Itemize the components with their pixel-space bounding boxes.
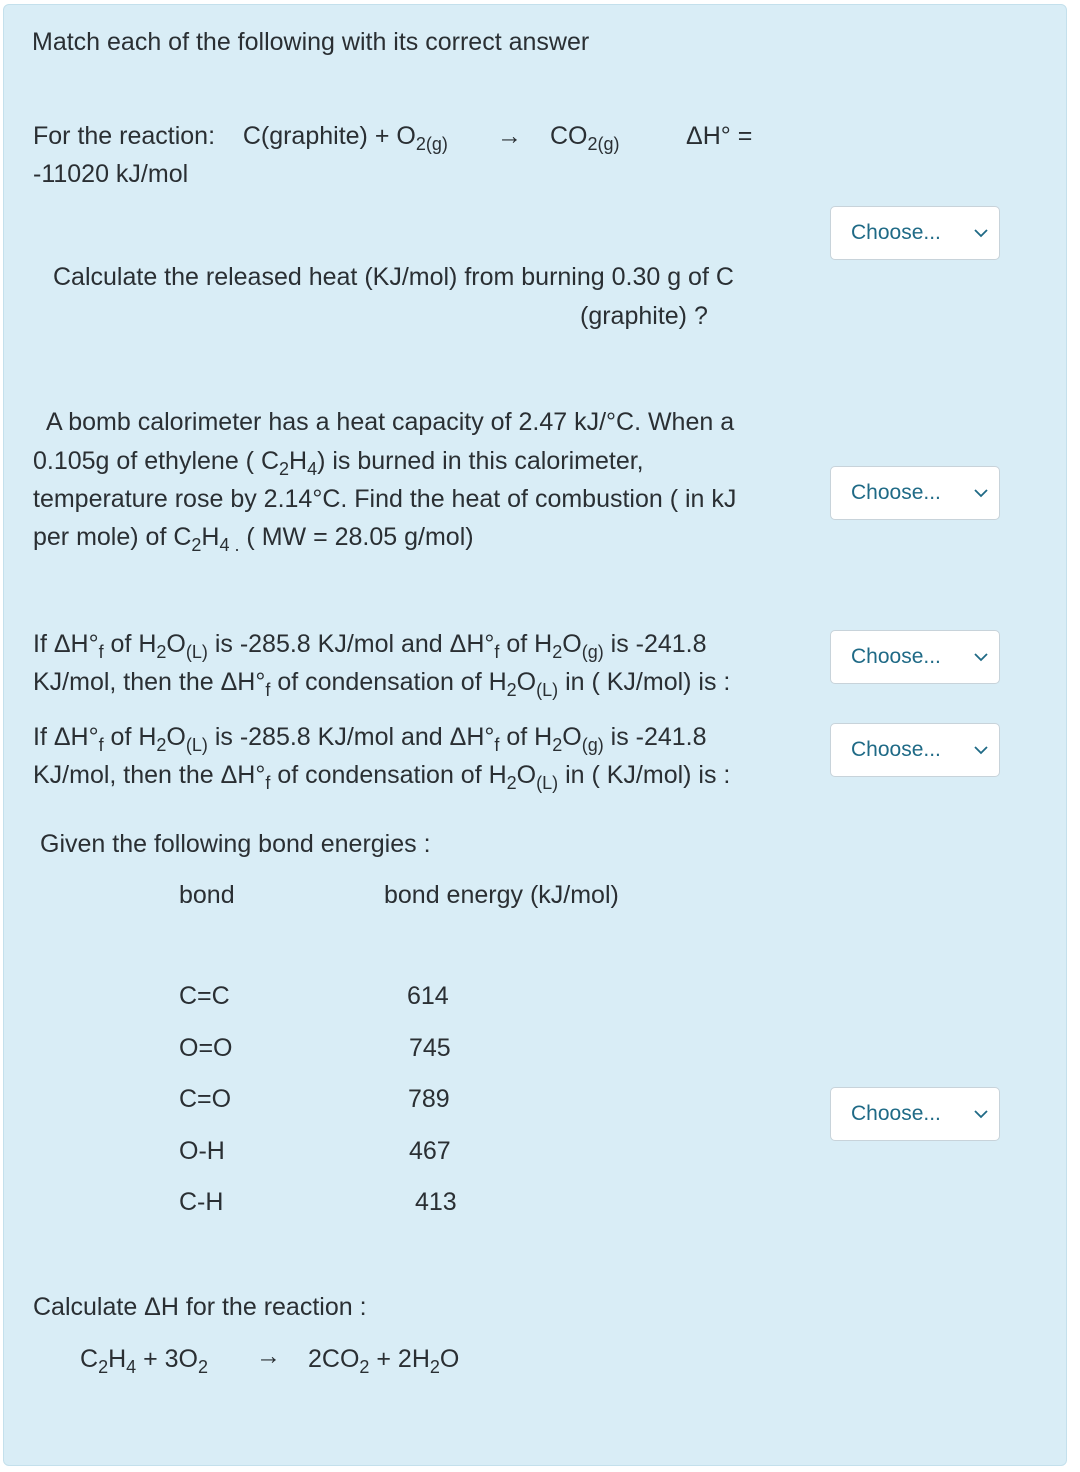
q3-answer-select[interactable] [830, 630, 1000, 684]
q2-line4-sub1: 2 [191, 535, 202, 555]
bond-cell: O-H [179, 1137, 225, 1165]
q5-p2: + 2H [369, 1345, 430, 1373]
q2-line4-b: H [201, 523, 220, 551]
q5-o: O [439, 1345, 460, 1373]
q3-two-sub: 2 [156, 642, 167, 662]
q3-d: is -285.8 KJ/mol and ΔH° [207, 630, 495, 658]
q2-line4-sub2: 4 . [219, 535, 240, 555]
q3-line1 [33, 627, 707, 661]
q3-l2d: in ( KJ/mol) is : [558, 668, 731, 696]
q4-two-sub: 2 [156, 735, 167, 755]
chevron-down-icon [973, 485, 989, 501]
q4-l2d: in ( KJ/mol) is : [558, 761, 731, 789]
q3-f-sub: f [98, 642, 104, 662]
q4-l2b: of condensation of H [270, 761, 507, 789]
q2-line2 [33, 444, 644, 478]
instruction-title: Match each of the following with its correct answer [32, 28, 590, 56]
chevron-down-icon [973, 742, 989, 758]
q5-r-c: C [80, 1345, 99, 1373]
q4-select-label: Choose... [851, 738, 941, 761]
q1-prefix: For the reaction: [33, 122, 216, 150]
q1-o2-subscript: 2(g) [415, 134, 448, 154]
q5-select-label: Choose... [851, 1102, 941, 1125]
q2-line4-c: ( MW = 28.05 g/mol) [239, 523, 474, 551]
q3-liq-sub: (L) [185, 642, 208, 662]
q5-r-plus: + 3O [136, 1345, 198, 1373]
q3-e: of H [499, 630, 553, 658]
bond-cell: O=O [179, 1034, 233, 1062]
q1-arrow: → [497, 122, 522, 150]
q4-b: of H [103, 723, 157, 751]
q4-answer-select[interactable] [830, 723, 1000, 777]
q3-l2c: O [516, 668, 537, 696]
q4-e: of H [499, 723, 553, 751]
q3-b: of H [103, 630, 157, 658]
q1-product [550, 119, 620, 153]
q4-d: is -285.8 KJ/mol and ΔH° [207, 723, 495, 751]
q4-c: O [166, 723, 186, 751]
bond-cell: C=O [179, 1085, 232, 1113]
q2-answer-select[interactable] [830, 466, 1000, 520]
q3-h: is -241.8 [603, 630, 707, 658]
q3-l2-liq-sub: (L) [536, 680, 559, 700]
q3-f-sub2: f [494, 642, 500, 662]
q2-line2-c: ) is burned in this calorimeter, [317, 447, 644, 475]
question-panel [3, 4, 1067, 1466]
q1-answer-select[interactable] [830, 206, 1000, 260]
q2-line1: A bomb calorimeter has a heat capacity of 2.47 kJ/°C. When a [46, 408, 735, 436]
q5-products [308, 1342, 459, 1376]
q2-line4-a: per mole) of C [33, 523, 192, 551]
q5-intro: Given the following bond energies : [40, 830, 431, 858]
q4-l2-two-sub: 2 [506, 773, 517, 793]
q3-select-label: Choose... [851, 645, 941, 668]
q4-line2 [33, 758, 730, 792]
q5-r-2: 2 [98, 1357, 109, 1377]
q3-g: O [562, 630, 582, 658]
q2-line2-a: 0.105g of ethylene ( C [33, 447, 279, 475]
q1-reactants: C(graphite) + O [242, 122, 416, 150]
q4-two-sub2: 2 [552, 735, 563, 755]
q4-l2-liq-sub: (L) [536, 773, 559, 793]
q4-g: O [562, 723, 582, 751]
q4-gas-sub: (g) [581, 735, 604, 755]
chevron-down-icon [973, 649, 989, 665]
q3-l2b: of condensation of H [270, 668, 507, 696]
q1-dh-label: ΔH° = [686, 122, 753, 150]
q1-product-formula: CO [550, 122, 588, 150]
energy-cell: 467 [409, 1137, 451, 1165]
q3-two-sub2: 2 [552, 642, 563, 662]
chevron-down-icon [973, 1106, 989, 1122]
q4-liq-sub: (L) [185, 735, 208, 755]
q4-f-sub2: f [494, 735, 500, 755]
energy-cell: 413 [415, 1188, 457, 1216]
q5-answer-select[interactable] [830, 1087, 1000, 1141]
q2-line2-b: H [289, 447, 308, 475]
q1-product-subscript: 2(g) [587, 134, 620, 154]
q2-select-label: Choose... [851, 481, 941, 504]
q3-l2-f-sub: f [265, 680, 271, 700]
q2-line2-sub1: 2 [279, 459, 290, 479]
q5-r-h: H [108, 1345, 127, 1373]
q4-f-sub: f [98, 735, 104, 755]
q4-line1 [33, 720, 707, 754]
q5-r-4: 4 [126, 1357, 137, 1377]
q3-gas-sub: (g) [581, 642, 604, 662]
q1-dh-value: -11020 kJ/mol [33, 160, 189, 188]
q5-calc: Calculate ΔH for the reaction : [33, 1293, 367, 1321]
q5-r-2b: 2 [198, 1357, 209, 1377]
energy-cell: 745 [409, 1034, 451, 1062]
q2-line4 [33, 520, 474, 554]
q5-arrow: → [256, 1342, 281, 1370]
q2-line3: temperature rose by 2.14°C. Find the heat of combustion ( in kJ [33, 485, 737, 513]
bond-cell: C-H [179, 1188, 224, 1216]
q5-reactants [80, 1342, 208, 1376]
energy-cell: 789 [408, 1085, 450, 1113]
q4-h: is -241.8 [603, 723, 707, 751]
q1-select-label: Choose... [851, 221, 941, 244]
q4-a: If ΔH° [33, 723, 99, 751]
q3-l2a: KJ/mol, then the ΔH° [33, 668, 266, 696]
q2-line2-sub2: 4 [307, 459, 318, 479]
q3-l2-two-sub: 2 [506, 680, 517, 700]
chevron-down-icon [973, 225, 989, 241]
energy-cell: 614 [407, 982, 449, 1010]
bond-column-header: bond [179, 881, 235, 909]
q3-c: O [166, 630, 186, 658]
q1-question-line1: Calculate the released heat (KJ/mol) from burning 0.30 g of C [53, 263, 734, 291]
q3-line2 [33, 665, 730, 699]
q1-reaction-line [33, 119, 448, 153]
q4-l2-f-sub: f [265, 773, 271, 793]
q3-a: If ΔH° [33, 630, 99, 658]
q4-l2c: O [516, 761, 537, 789]
bond-cell: C=C [179, 982, 230, 1010]
q1-question-line2: (graphite) ? [580, 302, 708, 330]
energy-column-header: bond energy (kJ/mol) [384, 881, 619, 909]
q5-p1: 2CO [308, 1345, 360, 1373]
q5-p1-sub: 2 [359, 1357, 370, 1377]
q5-p2-sub: 2 [429, 1357, 440, 1377]
q4-l2a: KJ/mol, then the ΔH° [33, 761, 266, 789]
